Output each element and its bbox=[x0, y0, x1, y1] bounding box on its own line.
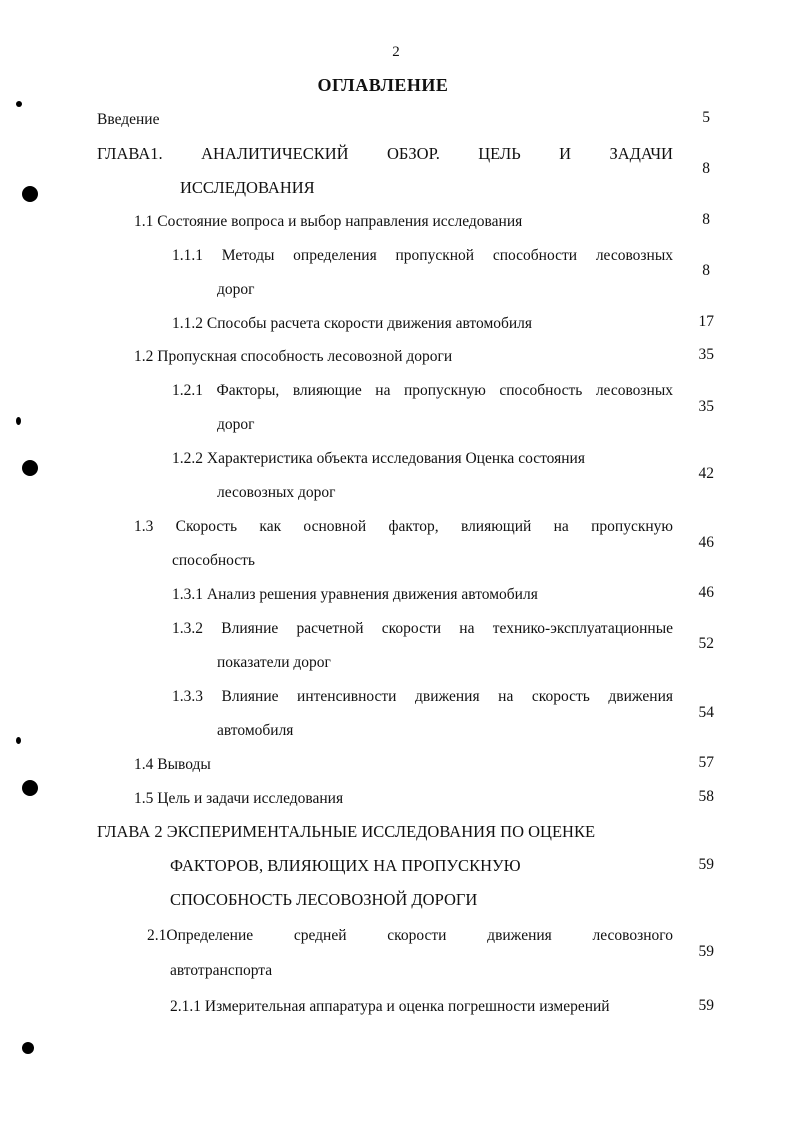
toc-page-2-1: 59 bbox=[698, 943, 714, 960]
toc-entry-1-1-1-line2: дорог bbox=[217, 281, 255, 298]
toc-entry-intro: Введение bbox=[97, 111, 160, 128]
toc-chapter-1-line1 bbox=[97, 144, 673, 164]
toc-page-1-3: 46 bbox=[698, 534, 714, 551]
binder-hole-mark bbox=[16, 101, 22, 107]
binder-hole-mark bbox=[22, 780, 38, 796]
toc-page-1-1: 8 bbox=[702, 211, 710, 228]
toc-page-1-4: 57 bbox=[698, 754, 714, 771]
toc-page-1-1-2: 17 bbox=[698, 313, 714, 330]
chapter-word: ЦЕЛЬ bbox=[478, 144, 521, 163]
toc-entry-1-3-line2: способность bbox=[172, 552, 255, 569]
toc-entry-1-1-1-line1: 1.1.1 Методы определения пропускной способности лесовозных bbox=[172, 247, 673, 264]
toc-entry-1-2-2-line2: лесовозных дорог bbox=[217, 484, 336, 501]
toc-entry-1-3-line1: 1.3 Скорость как основной фактор, влияющий на пропускную bbox=[134, 518, 673, 535]
toc-entry-1-5: 1.5 Цель и задачи исследования bbox=[134, 790, 344, 807]
toc-entry-1-3-2-line2: показатели дорог bbox=[217, 654, 331, 671]
toc-entry-2-1-line2: автотранспорта bbox=[170, 962, 273, 979]
toc-entry-1-2: 1.2 Пропускная способность лесовозной дороги bbox=[134, 348, 453, 365]
toc-entry-1-2-2-line1: 1.2.2 Характеристика объекта исследования Оценка состояния bbox=[172, 450, 585, 467]
toc-page-intro: 5 bbox=[702, 109, 710, 126]
toc-entry-1-2-1-line2: дорог bbox=[217, 416, 255, 433]
toc-page-1-3-3: 54 bbox=[698, 704, 714, 721]
page-title: ОГЛАВЛЕНИЕ bbox=[317, 75, 449, 95]
toc-entry-2-1-line1: 2.1Определение средней скорости движения лесовозного bbox=[147, 927, 673, 944]
toc-page-1-3-2: 52 bbox=[698, 635, 714, 652]
toc-chapter-2-line1: ГЛАВА 2 ЭКСПЕРИМЕНТАЛЬНЫЕ ИССЛЕДОВАНИЯ ПО ОЦЕНКЕ bbox=[97, 822, 596, 841]
toc-entry-2-1-1: 2.1.1 Измерительная аппаратура и оценка погрешности измерений bbox=[170, 998, 610, 1015]
toc-page-1-2: 35 bbox=[698, 346, 714, 363]
binder-hole-mark bbox=[16, 417, 21, 425]
toc-page-1-5: 58 bbox=[698, 788, 714, 805]
toc-chapter-1-line2: ИССЛЕДОВАНИЯ bbox=[180, 178, 315, 197]
chapter-word: И bbox=[559, 144, 572, 163]
toc-chapter-2-line3: СПОСОБНОСТЬ ЛЕСОВОЗНОЙ ДОРОГИ bbox=[170, 890, 478, 909]
toc-page-1-1-1: 8 bbox=[702, 262, 710, 279]
toc-entry-1-2-1-line1: 1.2.1 Факторы, влияющие на пропускную способность лесовозных bbox=[172, 382, 673, 399]
chapter-word: ЗАДАЧИ bbox=[609, 144, 673, 163]
binder-hole-mark bbox=[16, 737, 21, 744]
toc-page-1-3-1: 46 bbox=[698, 584, 714, 601]
toc-entry-1-1: 1.1 Состояние вопроса и выбор направления исследования bbox=[134, 213, 523, 230]
page-number: 2 bbox=[392, 44, 400, 60]
toc-entry-1-3-3-line1: 1.3.3 Влияние интенсивности движения на скорость движения bbox=[172, 688, 673, 705]
toc-page-2-1-1: 59 bbox=[698, 997, 714, 1014]
chapter-word: АНАЛИТИЧЕСКИЙ bbox=[201, 144, 349, 163]
chapter-word: ГЛАВА1. bbox=[97, 144, 163, 163]
toc-entry-1-3-2-line1: 1.3.2 Влияние расчетной скорости на технико-эксплуатационные bbox=[172, 620, 673, 637]
toc-entry-1-4: 1.4 Выводы bbox=[134, 756, 211, 773]
binder-hole-mark bbox=[22, 1042, 34, 1054]
toc-page-chapter-2: 59 bbox=[698, 856, 714, 873]
toc-page-1-2-1: 35 bbox=[698, 398, 714, 415]
binder-hole-mark bbox=[22, 186, 38, 202]
toc-entry-1-3-1: 1.3.1 Анализ решения уравнения движения автомобиля bbox=[172, 586, 538, 603]
toc-chapter-2-line2: ФАКТОРОВ, ВЛИЯЮЩИХ НА ПРОПУСКНУЮ bbox=[170, 856, 521, 875]
chapter-word: ОБЗОР. bbox=[387, 144, 440, 163]
binder-hole-mark bbox=[22, 460, 38, 476]
toc-page-1-2-2: 42 bbox=[698, 465, 714, 482]
toc-entry-1-1-2: 1.1.2 Способы расчета скорости движения автомобиля bbox=[172, 315, 533, 332]
toc-page-chapter-1: 8 bbox=[702, 160, 710, 177]
toc-entry-1-3-3-line2: автомобиля bbox=[217, 722, 294, 739]
